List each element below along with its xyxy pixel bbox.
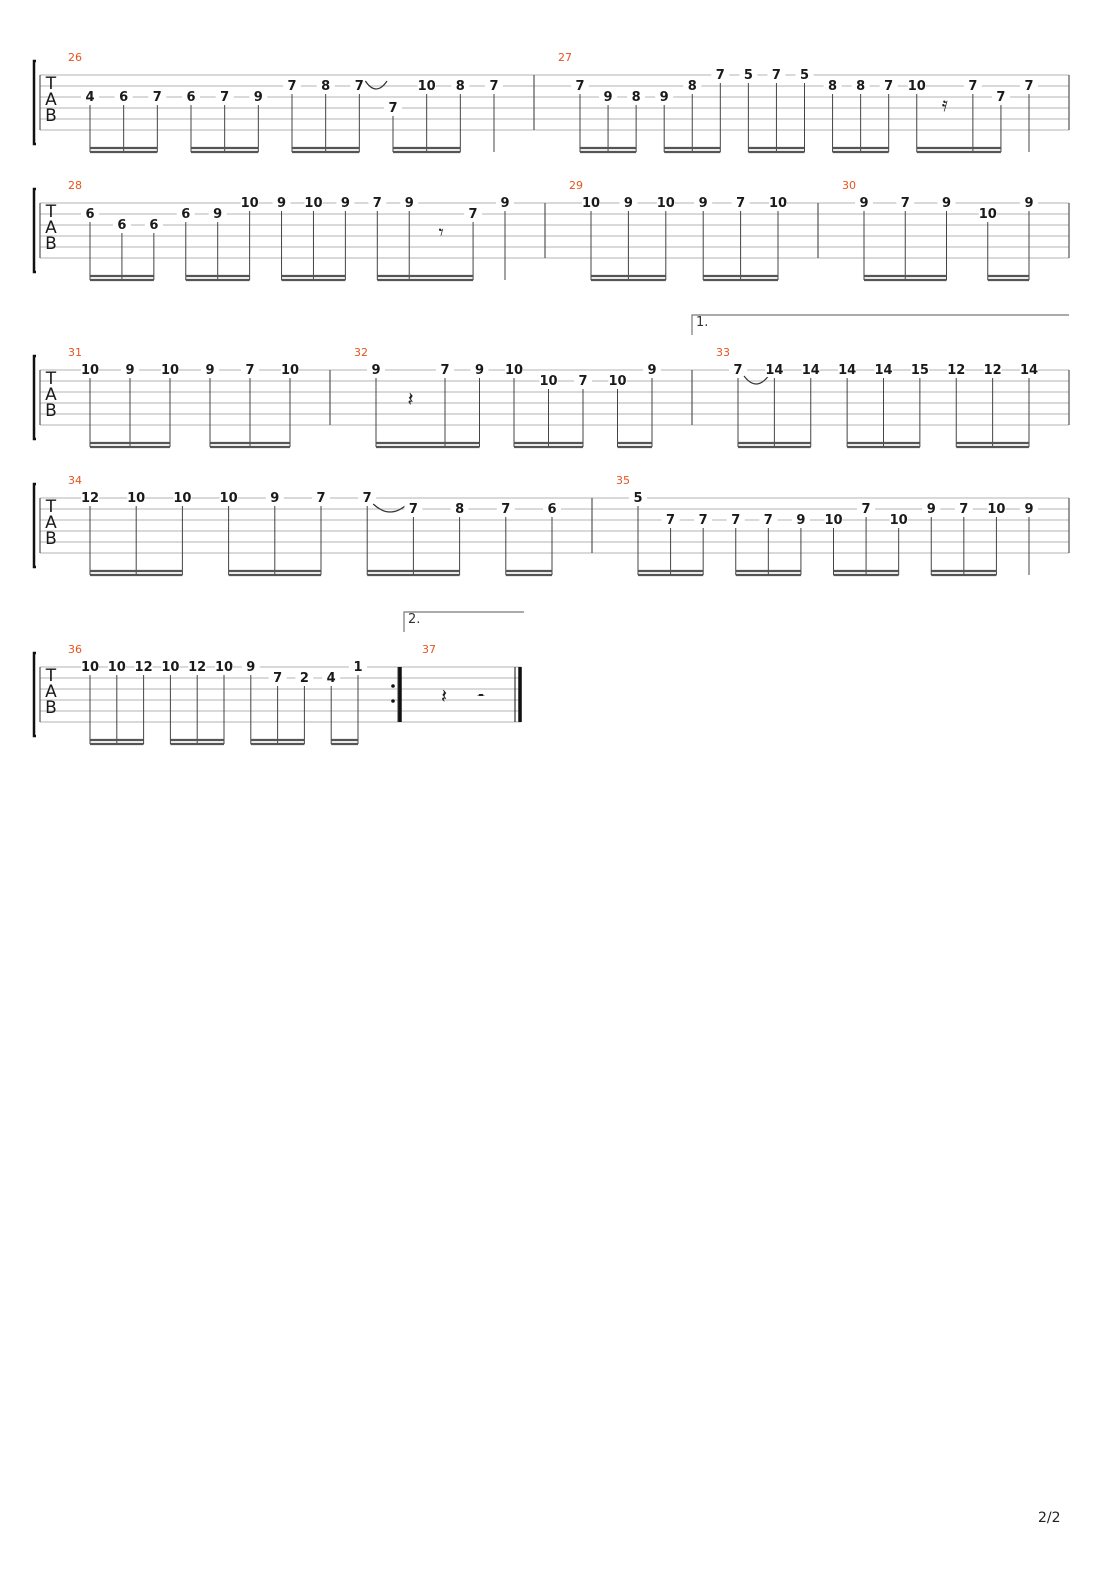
fret-number: 12: [947, 363, 966, 378]
tab-clef-letter: T: [45, 666, 57, 686]
fret-number: 12: [188, 660, 207, 675]
fret-number: 7: [489, 79, 499, 94]
fret-number: 7: [666, 513, 676, 528]
fret-number: 10: [80, 660, 100, 675]
tab-clef-letter: A: [45, 218, 57, 238]
fret-number: 9: [647, 363, 657, 378]
tab-system: [34, 315, 1069, 447]
fret-number: 10: [173, 491, 192, 506]
measure: [569, 179, 818, 280]
tab-clef-letter: A: [45, 682, 57, 702]
measure: [68, 346, 330, 447]
fret-number: 9: [270, 491, 280, 506]
tab-system: [34, 474, 1069, 575]
system-bracket: [34, 356, 36, 439]
tab-clef-letter: T: [45, 74, 57, 94]
fret-number: 9: [253, 90, 263, 105]
fret-number: 5: [743, 68, 753, 83]
fret-number: 9: [623, 196, 633, 211]
measure: [422, 643, 521, 722]
fret-number: 9: [926, 502, 936, 517]
tab-clef-letter: T: [45, 497, 57, 517]
fret-number: 4: [326, 671, 336, 686]
fret-number: 7: [698, 513, 708, 528]
fret-number: 10: [978, 207, 997, 222]
fret-number: 14: [874, 363, 893, 378]
fret-number: 10: [160, 363, 180, 378]
fret-number: 7: [771, 68, 781, 83]
fret-number: 10: [240, 196, 259, 211]
fret-number: 7: [408, 502, 418, 517]
fret-number: 7: [388, 101, 398, 116]
fret-number: 7: [245, 363, 255, 378]
fret-number: 9: [246, 660, 256, 675]
measure-number: 32: [354, 346, 368, 359]
fret-number: 4: [85, 90, 95, 105]
tab-system: [34, 179, 1069, 280]
fret-number: 8: [687, 79, 697, 94]
measure-number: 30: [842, 179, 856, 192]
fret-number: 10: [127, 491, 146, 506]
fret-number: 9: [277, 196, 287, 211]
measure-number: 27: [558, 51, 572, 64]
fret-number: 10: [280, 363, 300, 378]
fret-number: 9: [1024, 502, 1034, 517]
tab-clef-letter: A: [45, 385, 57, 405]
fret-number: 8: [455, 79, 465, 94]
fret-number: 7: [996, 90, 1006, 105]
fret-number: 9: [474, 363, 485, 378]
page-number: 2/2: [1038, 1510, 1061, 1526]
fret-number: 5: [633, 491, 643, 506]
tab-clef-letter: T: [45, 369, 57, 389]
system-bracket: [34, 189, 36, 272]
fret-number: 9: [125, 363, 135, 378]
fret-number: 10: [768, 196, 788, 211]
fret-number: 7: [354, 79, 364, 94]
system-bracket: [34, 653, 36, 736]
fret-number: 6: [85, 207, 95, 222]
fret-number: 10: [581, 196, 601, 211]
fret-number: 14: [1019, 363, 1039, 378]
fret-number: 10: [539, 374, 558, 389]
fret-number: 10: [161, 660, 180, 675]
fret-number: 10: [824, 513, 843, 528]
fret-number: 9: [1024, 196, 1034, 211]
fret-number: 7: [1024, 79, 1034, 94]
measure: [558, 51, 1069, 152]
fret-number: 7: [731, 513, 741, 528]
fret-number: 7: [763, 513, 773, 528]
fret-number: 7: [900, 196, 910, 211]
rest-symbol: 𝄼: [477, 684, 485, 708]
fret-number: 6: [547, 502, 557, 517]
measure-number: 36: [68, 643, 82, 656]
fret-number: 9: [205, 363, 215, 378]
measure-number: 37: [422, 643, 436, 656]
tab-clef-letter: B: [45, 106, 57, 126]
fret-number: 8: [856, 79, 866, 94]
fret-number: 9: [213, 207, 223, 222]
measure: [716, 346, 1069, 447]
fret-number: 7: [372, 196, 382, 211]
fret-number: 8: [321, 79, 331, 94]
fret-number: 5: [799, 68, 810, 83]
fret-number: 9: [941, 196, 952, 211]
fret-number: 10: [417, 79, 436, 94]
fret-number: 10: [214, 660, 234, 675]
measure-number: 28: [68, 179, 82, 192]
fret-number: 8: [631, 90, 641, 105]
fret-number: 14: [801, 363, 820, 378]
volta-bracket: [692, 315, 1069, 335]
tab-clef-letter: B: [45, 234, 57, 254]
fret-number: 7: [884, 79, 894, 94]
measure: [616, 474, 1069, 575]
fret-number: 6: [186, 90, 196, 105]
repeat-dot: [391, 684, 395, 688]
fret-number: 14: [765, 363, 784, 378]
fret-number: 7: [861, 502, 871, 517]
tab-clef-letter: B: [45, 401, 57, 421]
rest-symbol: 𝄽: [407, 387, 414, 411]
tie-arc: [373, 504, 407, 512]
fret-number: 7: [959, 502, 969, 517]
fret-number: 7: [575, 79, 585, 94]
fret-number: 6: [181, 207, 191, 222]
rest-symbol: 𝄾: [438, 220, 444, 244]
fret-number: 7: [968, 79, 978, 94]
fret-number: 7: [578, 374, 588, 389]
fret-number: 10: [889, 513, 908, 528]
measure-number: 34: [68, 474, 82, 487]
rest-symbol: 𝄿: [941, 92, 948, 116]
tab-clef-letter: T: [45, 202, 57, 222]
tab-system: [34, 612, 524, 744]
fret-number: 15: [910, 363, 929, 378]
tie-arc: [365, 81, 387, 89]
fret-number: 9: [659, 90, 669, 105]
measure: [68, 643, 398, 744]
measure: [354, 346, 692, 447]
rest-symbol: 𝄽: [440, 684, 448, 708]
fret-number: 1: [353, 660, 363, 675]
fret-number: 9: [340, 196, 350, 211]
fret-number: 10: [219, 491, 238, 506]
fret-number: 9: [371, 363, 381, 378]
fret-number: 9: [796, 513, 806, 528]
fret-number: 2: [299, 671, 309, 686]
fret-number: 9: [859, 196, 869, 211]
fret-number: 7: [501, 502, 511, 517]
fret-number: 14: [838, 363, 857, 378]
tab-clef-letter: B: [45, 698, 57, 718]
fret-number: 7: [316, 491, 326, 506]
fret-number: 6: [119, 90, 129, 105]
volta-bracket: [404, 612, 524, 632]
fret-number: 10: [107, 660, 126, 675]
fret-number: 7: [152, 90, 162, 105]
measure: [68, 474, 592, 575]
fret-number: 9: [698, 196, 708, 211]
fret-number: 7: [736, 196, 746, 211]
fret-number: 10: [608, 374, 627, 389]
fret-number: 9: [603, 90, 613, 105]
measure-number: 35: [616, 474, 630, 487]
fret-number: 12: [134, 660, 153, 675]
fret-number: 12: [80, 491, 100, 506]
fret-number: 9: [500, 196, 510, 211]
fret-number: 8: [455, 502, 465, 517]
fret-number: 6: [149, 218, 159, 233]
fret-number: 10: [304, 196, 323, 211]
tab-clef-letter: A: [45, 513, 57, 533]
fret-number: 7: [220, 90, 230, 105]
fret-number: 10: [80, 363, 100, 378]
fret-number: 7: [273, 671, 283, 686]
volta-label: 2.: [408, 612, 421, 627]
measure-number: 26: [68, 51, 82, 64]
tab-clef-letter: A: [45, 90, 57, 110]
fret-number: 12: [983, 363, 1002, 378]
repeat-dot: [391, 699, 395, 703]
measure: [842, 179, 1069, 280]
measure: [68, 51, 534, 152]
system-bracket: [34, 61, 36, 144]
fret-number: 10: [987, 502, 1006, 517]
fret-number: 9: [404, 196, 414, 211]
fret-number: 7: [733, 363, 743, 378]
fret-number: 7: [440, 363, 450, 378]
fret-number: 7: [362, 491, 372, 506]
measure-number: 31: [68, 346, 82, 359]
fret-number: 10: [504, 363, 524, 378]
fret-number: 7: [715, 68, 725, 83]
tab-system: [34, 51, 1069, 152]
fret-number: 7: [287, 79, 297, 94]
measure-number: 33: [716, 346, 730, 359]
fret-number: 10: [907, 79, 926, 94]
fret-number: 6: [117, 218, 127, 233]
volta-label: 1.: [696, 315, 709, 330]
fret-number: 8: [828, 79, 838, 94]
fret-number: 7: [468, 207, 478, 222]
measure-number: 29: [569, 179, 583, 192]
fret-number: 10: [656, 196, 675, 211]
tab-clef-letter: B: [45, 529, 57, 549]
measure: [68, 179, 545, 280]
system-bracket: [34, 484, 36, 567]
